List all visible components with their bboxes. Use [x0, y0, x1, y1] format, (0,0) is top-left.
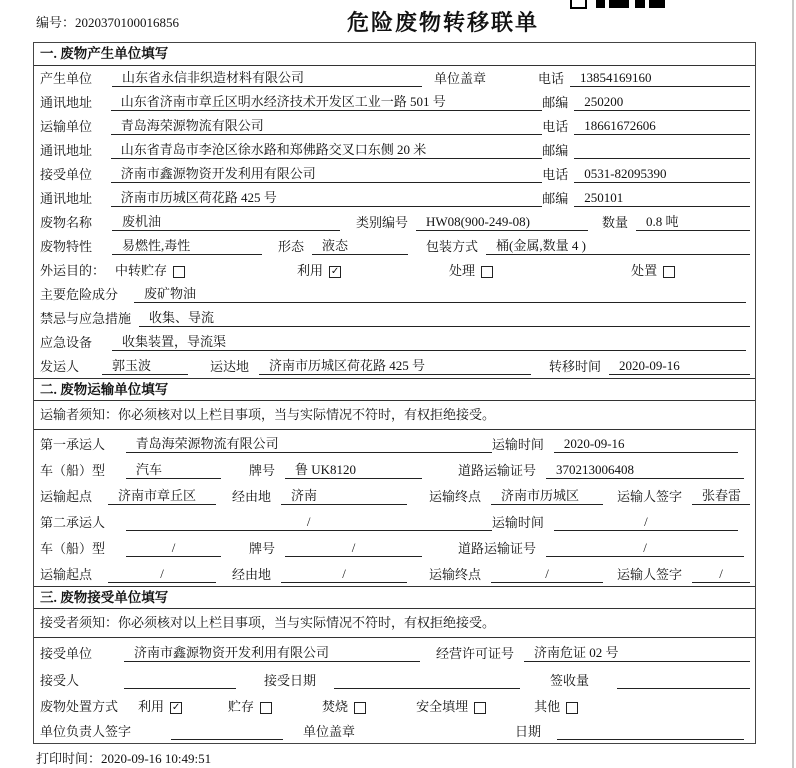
route-end-value: 济南市历城区 — [491, 485, 603, 505]
producer-phone-value: 13854169160 — [570, 70, 750, 87]
route-via-label: 经由地 — [232, 489, 272, 504]
print-time-value: 2020-09-16 10:49:51 — [101, 751, 212, 766]
packaging-label: 包装方式 — [426, 239, 479, 254]
row-waste-name — [34, 210, 755, 234]
row-accept-unit — [34, 638, 755, 665]
route-start-value: 济南市章丘区 — [108, 485, 216, 505]
transfer-time-value: 2020-09-16 — [609, 358, 750, 375]
road-permit2-label: 道路运输证号 — [458, 541, 537, 556]
row-first-carrier — [34, 430, 755, 456]
row-hazard-component — [34, 282, 755, 306]
producer-unit-label: 产生单位 — [40, 71, 93, 86]
row-route-1 — [34, 482, 755, 508]
disposal-other-checkbox[interactable] — [566, 702, 578, 714]
row-vehicle-type-1 — [34, 456, 755, 482]
receiver-zip-value: 250101 — [574, 190, 750, 207]
form-label: 形态 — [278, 239, 305, 254]
second-carrier-value: / — [126, 514, 492, 531]
producer-phone-label: 电话 — [538, 71, 565, 86]
accept-unit-label: 接受单位 — [40, 646, 93, 661]
disposal-use-label: 利用 — [138, 699, 165, 714]
responsible-signature-label: 单位负责人签字 — [40, 724, 132, 739]
route2-start-label: 运输起点 — [40, 567, 93, 582]
transporter-unit-value: 青岛海荣源物流有限公司 — [111, 115, 542, 135]
vehicle-type2-label: 车（船）型 — [40, 541, 106, 556]
qr-code-fragment — [570, 0, 665, 9]
disposal-incinerate-checkbox[interactable] — [354, 702, 366, 714]
transporter-address-label: 通讯地址 — [40, 143, 93, 158]
purpose-use-checkbox[interactable]: ✓ — [330, 266, 340, 277]
purpose-dispose-checkbox[interactable] — [663, 266, 675, 278]
purpose-storage-checkbox[interactable] — [173, 266, 185, 278]
receiver-unit-label: 接受单位 — [40, 167, 93, 182]
row-emergency-equipment — [34, 330, 755, 354]
dispatcher-value: 郭玉波 — [102, 355, 188, 375]
carrier2-signature-label: 运输人签字 — [617, 567, 683, 582]
plate-number2-label: 牌号 — [249, 541, 276, 556]
section2-title: 二. 废物运输单位填写 — [34, 378, 755, 401]
disposal-method-label: 废物处置方式 — [40, 699, 119, 714]
hazard-component-value: 废矿物油 — [134, 283, 746, 303]
transporter-zip-value — [574, 143, 750, 159]
waste-properties-value: 易燃性,毒性 — [112, 235, 262, 255]
transport-time-value: 2020-09-16 — [554, 436, 738, 453]
sign-date-label: 日期 — [515, 724, 542, 739]
row-dispatcher — [34, 354, 755, 378]
receiver-address-value: 济南市历城区荷花路 425 号 — [111, 187, 542, 207]
transporter-address-value: 山东省青岛市李沧区徐水路和郑佛路交叉口东侧 20 米 — [111, 139, 542, 159]
producer-unit-value: 山东省永信非织造材料有限公司 — [112, 67, 422, 87]
purpose-option-dispose-label: 处置 — [631, 263, 658, 278]
category-code-value: HW08(900-249-08) — [416, 214, 588, 231]
dispatcher-label: 发运人 — [40, 359, 80, 374]
plate-number-value: 鲁 UK8120 — [285, 459, 422, 479]
receiver-zip-label: 邮编 — [542, 191, 569, 206]
producer-address-label: 通讯地址 — [40, 95, 93, 110]
taboo-measures-value: 收集、导流 — [139, 307, 750, 327]
route2-via-value: / — [281, 566, 407, 583]
row-taboo-measures — [34, 306, 755, 330]
page-title: 危险废物转移联单 — [346, 10, 539, 35]
second-carrier-label: 第二承运人 — [40, 515, 106, 530]
purpose-option-use-label: 利用 — [297, 263, 324, 278]
purpose-treat-checkbox[interactable] — [481, 266, 493, 278]
transporter-phone-label: 电话 — [542, 119, 569, 134]
page-edge-divider — [792, 0, 794, 768]
section3-title: 三. 废物接受单位填写 — [34, 586, 755, 609]
producer-zip-label: 邮编 — [542, 95, 569, 110]
row-transporter-unit — [34, 114, 755, 138]
row-waste-properties — [34, 234, 755, 258]
purpose-option-treat-label: 处理 — [449, 263, 476, 278]
receiver-address-label: 通讯地址 — [40, 191, 93, 206]
sign-date-value — [557, 724, 744, 740]
destination-value: 济南市历城区荷花路 425 号 — [259, 355, 531, 375]
route-start-label: 运输起点 — [40, 489, 93, 504]
receiver-phone-label: 电话 — [542, 167, 569, 182]
disposal-landfill-checkbox[interactable] — [474, 702, 486, 714]
document-number-label: 编号： — [36, 15, 76, 30]
waste-properties-label: 废物特性 — [40, 239, 93, 254]
waste-name-label: 废物名称 — [40, 215, 93, 230]
road-permit2-value: / — [546, 540, 744, 557]
transport-time-label: 运输时间 — [491, 437, 544, 452]
row-accept-person — [34, 665, 755, 692]
row-receiver-address — [34, 186, 755, 210]
row-second-carrier — [34, 508, 755, 534]
route-end-label: 运输终点 — [429, 489, 482, 504]
plate-number-label: 牌号 — [249, 463, 276, 478]
route2-start-value: / — [108, 566, 216, 583]
disposal-other-label: 其他 — [534, 699, 561, 714]
section3-notice: 接受者须知：你必须核对以上栏目事项，当与实际情况不符时，有权拒绝接受。 — [34, 609, 755, 638]
vehicle-type2-value: / — [126, 540, 221, 557]
road-permit-value: 370213006408 — [546, 462, 744, 479]
row-producer-address — [34, 90, 755, 114]
accept-date-label: 接受日期 — [264, 673, 317, 688]
carrier-signature-value: 张春雷 — [692, 485, 750, 505]
route2-via-label: 经由地 — [232, 567, 272, 582]
disposal-storage-label: 贮存 — [228, 699, 255, 714]
section2-notice: 运输者须知：你必须核对以上栏目事项，当与实际情况不符时，有权拒绝接受。 — [34, 401, 755, 430]
accept-date-value — [334, 673, 520, 689]
receiver-phone-value: 0531-82095390 — [574, 166, 750, 183]
transfer-purpose-label: 外运目的： — [40, 263, 106, 278]
disposal-storage-checkbox[interactable] — [260, 702, 272, 714]
disposal-incinerate-label: 焚烧 — [322, 699, 349, 714]
carrier2-signature-value: / — [692, 566, 750, 583]
disposal-use-checkbox[interactable]: ✓ — [171, 702, 181, 713]
row-route-2 — [34, 560, 755, 586]
row-receiver-unit — [34, 162, 755, 186]
vehicle-type-value: 汽车 — [126, 459, 221, 479]
row-responsible-signature — [34, 718, 755, 743]
unit-seal2-label: 单位盖章 — [303, 724, 356, 739]
category-code-label: 类别编号 — [356, 215, 409, 230]
row-producer-unit — [34, 66, 755, 90]
producer-zip-value: 250200 — [574, 94, 750, 111]
purpose-option-storage-label: 中转贮存 — [115, 263, 168, 278]
transporter-unit-label: 运输单位 — [40, 119, 93, 134]
row-disposal-method — [34, 692, 755, 718]
transporter-phone-value: 18661672606 — [574, 118, 750, 135]
accept-unit-value: 济南市鑫源物资开发利用有限公司 — [124, 642, 420, 662]
signed-amount-value — [617, 673, 750, 689]
responsible-signature-value — [171, 724, 283, 740]
emergency-equipment-label: 应急设备 — [40, 335, 93, 350]
row-transfer-purpose — [34, 258, 755, 282]
waste-name-value: 废机油 — [112, 211, 340, 231]
transport-time2-value: / — [554, 514, 738, 531]
carrier-signature-label: 运输人签字 — [617, 489, 683, 504]
accept-person-label: 接受人 — [40, 673, 80, 688]
transporter-zip-label: 邮编 — [542, 143, 569, 158]
receiver-unit-value: 济南市鑫源物资开发利用有限公司 — [111, 163, 542, 183]
disposal-landfill-label: 安全填埋 — [416, 699, 469, 714]
destination-label: 运达地 — [210, 359, 250, 374]
unit-seal-label: 单位盖章 — [434, 71, 487, 86]
route-via-value: 济南 — [281, 485, 407, 505]
row-transporter-address — [34, 138, 755, 162]
print-time-label: 打印时间： — [36, 751, 102, 766]
road-permit-label: 道路运输证号 — [458, 463, 537, 478]
print-time — [36, 748, 211, 767]
form-value: 液态 — [312, 235, 408, 255]
accept-person-value — [124, 673, 236, 689]
taboo-measures-label: 禁忌与应急措施 — [40, 311, 132, 326]
transport-time2-label: 运输时间 — [491, 515, 544, 530]
quantity-label: 数量 — [602, 215, 629, 230]
section1-title: 一. 废物产生单位填写 — [34, 43, 755, 66]
first-carrier-value: 青岛海荣源物流有限公司 — [126, 433, 492, 453]
vehicle-type-label: 车（船）型 — [40, 463, 106, 478]
license-number-label: 经营许可证号 — [436, 646, 515, 661]
license-number-value: 济南危证 02 号 — [524, 642, 750, 662]
document-number-value: 2020370100016856 — [75, 15, 180, 30]
first-carrier-label: 第一承运人 — [40, 437, 106, 452]
route2-end-label: 运输终点 — [429, 567, 482, 582]
producer-address-value: 山东省济南市章丘区明水经济技术开发区工业一路 501 号 — [111, 91, 542, 111]
hazard-component-label: 主要危险成分 — [40, 287, 119, 302]
signed-amount-label: 签收量 — [550, 673, 590, 688]
packaging-value: 桶(金属,数量 4 ) — [486, 235, 750, 255]
manifest-table — [33, 42, 756, 744]
plate-number2-value: / — [285, 540, 422, 557]
route2-end-value: / — [491, 566, 603, 583]
quantity-value: 0.8 吨 — [636, 211, 750, 231]
emergency-equipment-value: 收集装置，导流渠 — [112, 331, 746, 351]
row-vehicle-type-2 — [34, 534, 755, 560]
transfer-time-label: 转移时间 — [549, 359, 602, 374]
qr-block — [570, 0, 587, 9]
